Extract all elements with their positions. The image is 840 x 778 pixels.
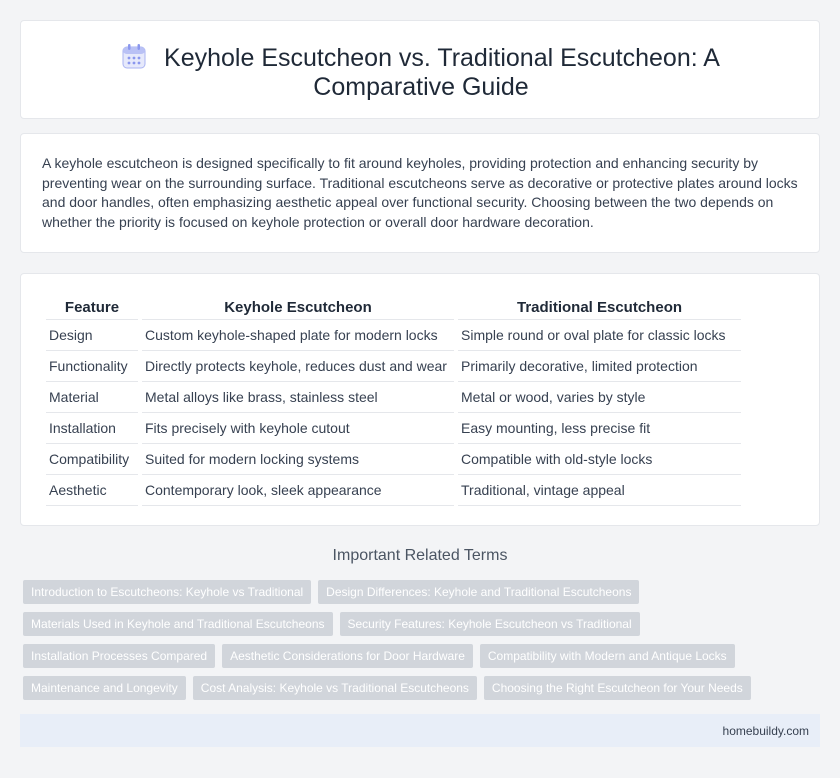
comparison-table	[42, 296, 745, 506]
table-cell: Custom keyhole-shaped plate for modern locks	[142, 320, 454, 351]
table-cell: Metal alloys like brass, stainless steel	[142, 382, 454, 413]
table-cell: Installation	[46, 413, 138, 444]
table-cell: Fits precisely with keyhole cutout	[142, 413, 454, 444]
related-tag[interactable]: Cost Analysis: Keyhole vs Traditional Escutcheons	[193, 676, 477, 700]
related-tag[interactable]: Security Features: Keyhole Escutcheon vs Traditional	[340, 612, 640, 636]
footer-site-link[interactable]: homebuildy.com	[722, 724, 809, 738]
related-tags-row	[23, 676, 751, 700]
header-feature: Feature	[46, 296, 138, 320]
related-tag[interactable]: Design Differences: Keyhole and Traditional Escutcheons	[318, 580, 639, 604]
related-tag[interactable]: Aesthetic Considerations for Door Hardware	[222, 644, 473, 668]
related-terms-heading: Important Related Terms	[332, 547, 508, 564]
header-keyhole: Keyhole Escutcheon	[142, 296, 454, 320]
table-cell: Aesthetic	[46, 475, 138, 506]
table-cell: Compatibility	[46, 444, 138, 475]
page-title	[21, 43, 821, 102]
table-row	[46, 444, 741, 475]
related-tag[interactable]: Installation Processes Compared	[23, 644, 215, 668]
table-cell: Functionality	[46, 351, 138, 382]
table-cell: Suited for modern locking systems	[142, 444, 454, 475]
title-card	[20, 20, 820, 119]
table-row	[46, 413, 741, 444]
intro-paragraph: A keyhole escutcheon is designed specifically to fit around keyholes, providing protection and enhancing security by preventing wear on the surrounding surface. Traditional escutcheons serve as decorative or protective plates around locks and door handles, often emphasizing aesthetic appeal over functional security. Choosing between the two depends on whether the priority is focused on keyhole protection or overall door hardware decoration.	[42, 155, 798, 230]
table-cell: Easy mounting, less precise fit	[458, 413, 741, 444]
related-tags-row	[23, 644, 735, 668]
table-cell: Metal or wood, varies by style	[458, 382, 741, 413]
related-tag[interactable]: Introduction to Escutcheons: Keyhole vs Traditional	[23, 580, 311, 604]
comparison-card	[20, 273, 820, 526]
title-wrap	[21, 43, 821, 102]
related-tag[interactable]: Materials Used in Keyhole and Traditional Escutcheons	[23, 612, 333, 636]
table-row	[46, 320, 741, 351]
table-cell: Primarily decorative, limited protection	[458, 351, 741, 382]
related-tags-row	[23, 612, 640, 636]
table-header-row	[46, 296, 741, 320]
related-tag[interactable]: Choosing the Right Escutcheon for Your Needs	[484, 676, 751, 700]
table-cell: Design	[46, 320, 138, 351]
calendar-icon	[122, 43, 146, 69]
intro-card	[20, 133, 820, 253]
footer	[20, 714, 820, 747]
table-cell: Traditional, vintage appeal	[458, 475, 741, 506]
table-cell: Compatible with old-style locks	[458, 444, 741, 475]
table-cell: Simple round or oval plate for classic locks	[458, 320, 741, 351]
table-cell: Directly protects keyhole, reduces dust and wear	[142, 351, 454, 382]
related-tag[interactable]: Maintenance and Longevity	[23, 676, 186, 700]
table-cell: Contemporary look, sleek appearance	[142, 475, 454, 506]
related-tags-row	[23, 580, 639, 604]
table-row	[46, 475, 741, 506]
table-row	[46, 382, 741, 413]
table-row	[46, 351, 741, 382]
related-tag[interactable]: Compatibility with Modern and Antique Locks	[480, 644, 735, 668]
page-title-text: Keyhole Escutcheon vs. Traditional Escutcheon: A Comparative Guide	[164, 44, 720, 101]
table-cell: Material	[46, 382, 138, 413]
header-traditional: Traditional Escutcheon	[458, 296, 741, 320]
